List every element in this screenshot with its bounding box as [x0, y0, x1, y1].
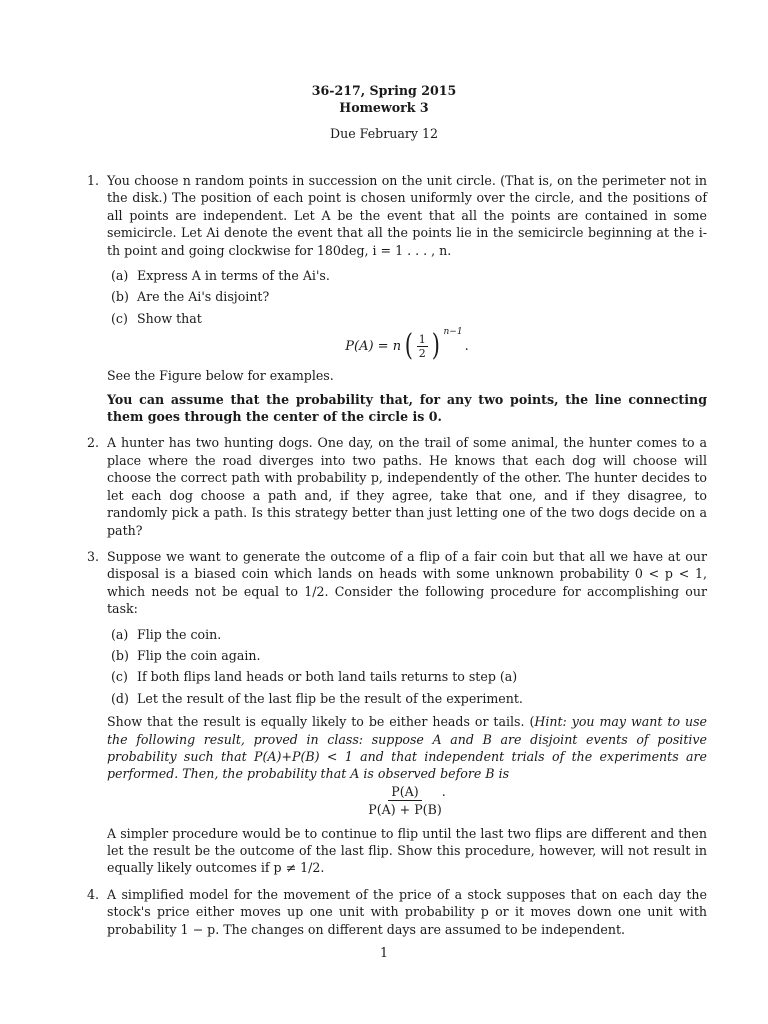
problem-number: 4.	[87, 886, 100, 902]
part-label: (c)	[111, 669, 128, 685]
part-text: Express A in terms of the Ai's.	[137, 268, 330, 284]
fraction-numerator: 1	[418, 332, 426, 346]
formula-exponent: n−1	[443, 326, 463, 337]
page-number: 1	[379, 945, 388, 960]
problem-parts	[111, 267, 707, 327]
hint-text: Hint: you may want to use the following result, proved in class: suppose A and B are disjoint events of positive probability such that P(A)+P(B) < 1 and that independent trials of the experiments are performed. Then, the probability that A is observed before B is	[107, 714, 707, 782]
hint-formula-period: .	[441, 783, 446, 799]
problem-number: 2.	[87, 435, 100, 451]
part-text: Are the Ai's disjoint?	[137, 289, 270, 305]
part-label: (c)	[111, 310, 128, 326]
problem-text: A hunter has two hunting dogs. One day, on the trail of some animal, the hunter comes to a place where the road diverges into two paths. He knows that each dog will choose will choose the correct path with probability p, independently of the other. The hunter decides to let each dog choose a path and, if they agree, take that one, and if they disagree, to randomly pick a path. Is this strategy better than just letting one of the two dogs decide on a path?	[107, 435, 707, 538]
simpler-procedure-text: A simpler procedure would be to continue to flip until the last two flips are different and then let the result be the outcome of the last flip. Show this procedure, however, will not result in equally likely outcomes if p ≠ 1/2.	[107, 825, 707, 876]
hint-fraction	[368, 783, 442, 819]
problem-text: You choose n random points in succession on the unit circle. (That is, on the perimeter not in the disk.) The position of each point is chosen uniformly over the circle, and the positions of all points are independent. Let A be the event that all the points are contained in some semicircle. Let Ai denote the event that all the points lie in the semicircle beginning at the i-th point and going clockwise for 180deg, i = 1 . . . , n.	[107, 173, 707, 258]
homework-title: Homework 3	[339, 100, 429, 116]
formula-fraction	[417, 333, 428, 360]
hint-intro: Show that the result is equally likely to be either heads or tails. (	[107, 714, 535, 730]
part-text: If both flips land heads or both land tails returns to step (a)	[137, 669, 518, 685]
part-text: Show that	[137, 310, 202, 326]
fraction-denominator: 2	[418, 346, 426, 360]
right-paren: )	[431, 328, 440, 364]
formula-expression	[345, 326, 469, 364]
formula-lhs: P(A) = n	[345, 338, 402, 354]
figure-note: See the Figure below for examples.	[107, 368, 334, 384]
problem-3	[87, 548, 707, 877]
part-text: Let the result of the last flip be the result of the experiment.	[137, 690, 523, 706]
part-label: (d)	[111, 690, 129, 706]
problem-parts	[111, 626, 707, 708]
part-c	[111, 668, 707, 685]
part-label: (a)	[111, 626, 129, 642]
part-label: (b)	[111, 647, 129, 663]
document-header	[0, 82, 768, 142]
hint-formula	[107, 783, 707, 819]
problem-text: Suppose we want to generate the outcome of a flip of a fair coin but that all we have at our disposal is a biased coin which lands on heads with some unknown probability 0 < p < 1, which needs not be equal to 1/2. Consider the following procedure for accomplishing our task:	[107, 548, 707, 617]
problem-list	[87, 172, 707, 947]
problem-number: 3.	[87, 548, 100, 564]
probability-formula	[107, 326, 707, 364]
problem-text: A simplified model for the movement of the price of a stock supposes that on each day the stock's price either moves up one unit with probability p or it moves down one unit with probability 1 − p. The changes on different days are assumed to be independent.	[107, 886, 707, 937]
problem-number: 1.	[87, 173, 100, 188]
part-text: Flip the coin again.	[137, 647, 261, 663]
problem-1	[87, 172, 707, 425]
part-text: Flip the coin.	[137, 626, 222, 642]
part-d	[111, 690, 707, 707]
hint-fraction-numerator: P(A)	[388, 783, 421, 801]
part-a	[111, 626, 707, 643]
part-b	[111, 288, 707, 305]
formula-period: .	[464, 338, 469, 354]
course-title: 36-217, Spring 2015	[311, 83, 457, 98]
part-a	[111, 267, 707, 284]
part-b	[111, 647, 707, 664]
due-date: Due February 12	[329, 125, 439, 141]
part-label: (b)	[111, 289, 129, 305]
assumption-note: You can assume that the probability that, for any two points, the line connecting them goes through the center of the circle is 0.	[107, 391, 707, 425]
part-label: (a)	[111, 268, 129, 284]
hint-paragraph	[107, 713, 707, 783]
part-c	[111, 310, 707, 327]
problem-2	[87, 434, 707, 538]
left-paren: (	[404, 328, 414, 364]
hint-fraction-denominator: P(A) + P(B)	[368, 802, 442, 818]
problem-4	[87, 886, 707, 938]
